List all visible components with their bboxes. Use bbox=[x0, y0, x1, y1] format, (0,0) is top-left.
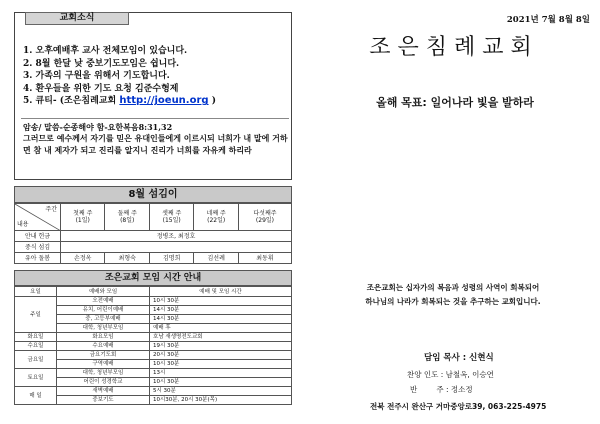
schedule-time: 5시 30분 bbox=[150, 387, 292, 396]
schedule-row bbox=[15, 342, 292, 351]
corner-week-label: 주간 bbox=[45, 206, 57, 213]
cafe-suffix: ) bbox=[208, 96, 216, 107]
schedule-table bbox=[14, 286, 292, 405]
mission-statement-line1: 조은교회는 십자가의 복음과 성령의 사역이 회복되어 bbox=[366, 283, 540, 292]
schedule-meeting: 어린이 성경학교 bbox=[57, 378, 150, 387]
schedule-time: 10시 30분 bbox=[150, 378, 292, 387]
schedule-time: 예배 후 bbox=[150, 324, 292, 333]
schedule-header-meeting: 예배와 모임 bbox=[57, 287, 150, 297]
week-header-5: 다섯째주 (29일) bbox=[238, 204, 291, 231]
schedule-time: 호남 새생명전도교회 bbox=[150, 333, 292, 342]
schedule-time: 10시 30분 bbox=[150, 297, 292, 306]
bulletin-date: 2021년 7월 8월 8일 bbox=[506, 15, 590, 25]
duty-header-row bbox=[15, 204, 292, 231]
verse-reference: 암송/ 말씀-순종해야 함-요한복음8:31,32 bbox=[23, 122, 173, 132]
church-name: 조은침례교회 bbox=[369, 35, 539, 60]
schedule-day: 주일 bbox=[15, 297, 57, 333]
accompanist-name: 반 주 : 정소정 bbox=[410, 385, 473, 394]
duty-cell: 손정옥 bbox=[61, 253, 105, 264]
schedule-meeting: 오전예배 bbox=[57, 297, 150, 306]
schedule-meeting: 대학, 청년부모임 bbox=[57, 324, 150, 333]
duty-table bbox=[14, 203, 292, 264]
duty-corner-cell bbox=[15, 204, 61, 231]
schedule-header-day: 요일 bbox=[15, 287, 57, 297]
schedule-time: 10시 30분 bbox=[150, 360, 292, 369]
church-news-box bbox=[14, 12, 292, 180]
schedule-time: 20시 30분 bbox=[150, 351, 292, 360]
schedule-header-time: 예배 및 모임 시간 bbox=[150, 287, 292, 297]
news-divider bbox=[21, 118, 289, 119]
yearly-motto: 올해 목표: 일어나라 빛을 발하라 bbox=[376, 96, 534, 109]
schedule-day: 매 일 bbox=[15, 387, 57, 405]
schedule-meeting: 새벽예배 bbox=[57, 387, 150, 396]
church-news-list bbox=[23, 45, 216, 108]
duty-cell: 김명희 bbox=[149, 253, 193, 264]
week-header-3: 셋째 주 (15일) bbox=[149, 204, 193, 231]
duty-row-label: 안내 헌금 bbox=[15, 231, 61, 242]
mission-statement-line2: 하나님의 나라가 회복되는 것을 추구하는 교회입니다. bbox=[365, 297, 541, 306]
duty-row-label: 중식 섬김 bbox=[15, 242, 61, 253]
news-item-cafe bbox=[23, 95, 216, 108]
corner-content-label: 내용 bbox=[17, 221, 29, 228]
schedule-row bbox=[15, 351, 292, 360]
pastor-name: 담임 목사 : 신현식 bbox=[424, 353, 494, 363]
news-item: 1. 오후예배후 교사 전체모임이 있습니다. bbox=[23, 46, 188, 56]
schedule-meeting: 중보기도 bbox=[57, 396, 150, 405]
week-header-2: 둘째 주 (8일) bbox=[105, 204, 149, 231]
schedule-row bbox=[15, 360, 292, 369]
duty-row-nursery bbox=[15, 253, 292, 264]
church-address: 전북 전주시 완산구 거마중앙로39, 063-225-4975 bbox=[370, 402, 547, 411]
duty-cell: 최동휘 bbox=[238, 253, 291, 264]
week-header-4: 네째 주 (22일) bbox=[194, 204, 238, 231]
schedule-day: 토요일 bbox=[15, 369, 57, 387]
duty-row-lunch bbox=[15, 242, 292, 253]
schedule-time: 14시 30분 bbox=[150, 306, 292, 315]
news-item: 4. 환우들을 위한 기도 요청 김준수형제 bbox=[23, 83, 179, 94]
verse-text: 그러므로 예수께서 자기를 믿은 유대인들에게 이르시되 너희가 내 말에 거하면 참 내 제자가 되고 진리를 알지니 진리가 너희를 자유케 하리라 bbox=[23, 133, 288, 155]
cafe-prefix: 5. 큐티- (조은침례교회 bbox=[23, 96, 120, 107]
schedule-table-title: 조은교회 모임 시간 안내 bbox=[14, 270, 292, 286]
schedule-time: 10시30분, 20시 30분(목) bbox=[150, 396, 292, 405]
schedule-row bbox=[15, 387, 292, 396]
schedule-row bbox=[15, 369, 292, 378]
schedule-meeting: 대학, 청년부모임 bbox=[57, 369, 150, 378]
schedule-header-row bbox=[15, 287, 292, 297]
duty-row-usher bbox=[15, 231, 292, 242]
schedule-time: 19시 30분 bbox=[150, 342, 292, 351]
schedule-row bbox=[15, 297, 292, 306]
duty-cell: 김선례 bbox=[194, 253, 238, 264]
news-item: 3. 가족의 구원을 위해서 기도합니다. bbox=[23, 71, 170, 82]
schedule-meeting: 중, 고등부예배 bbox=[57, 315, 150, 324]
schedule-meeting: 금요기도회 bbox=[57, 351, 150, 360]
schedule-meeting: 유치, 어린이예배 bbox=[57, 306, 150, 315]
duty-table-title: 8월 섬김이 bbox=[14, 186, 292, 203]
schedule-row bbox=[15, 306, 292, 315]
schedule-time: 13시 bbox=[150, 369, 292, 378]
duty-row-label: 유아 돌봄 bbox=[15, 253, 61, 264]
news-item: 2. 8월 한달 낮 중보기도모임은 쉽니다. bbox=[23, 58, 180, 69]
duty-cell: 최형숙 bbox=[105, 253, 149, 264]
schedule-row bbox=[15, 396, 292, 405]
schedule-day: 화요일 bbox=[15, 333, 57, 342]
schedule-meeting: 구역예배 bbox=[57, 360, 150, 369]
week-header-1: 첫째 주 (1일) bbox=[61, 204, 105, 231]
schedule-meeting: 화요모임 bbox=[57, 333, 150, 342]
schedule-row bbox=[15, 333, 292, 342]
church-website-link[interactable]: http://joeun.org bbox=[119, 95, 209, 107]
church-news-title: 교회소식 bbox=[25, 12, 129, 25]
duty-merged-cell: 정병조, 최정호 bbox=[61, 231, 292, 242]
schedule-row bbox=[15, 315, 292, 324]
duty-merged-cell bbox=[61, 242, 292, 253]
schedule-meeting: 수요예배 bbox=[57, 342, 150, 351]
schedule-row bbox=[15, 378, 292, 387]
schedule-row bbox=[15, 324, 292, 333]
worship-leader-names: 찬양 인도 : 남철옥, 이승연 bbox=[407, 370, 494, 379]
schedule-day: 수요일 bbox=[15, 342, 57, 351]
memory-verse bbox=[23, 122, 289, 156]
schedule-time: 14시 30분 bbox=[150, 315, 292, 324]
schedule-day: 금요일 bbox=[15, 351, 57, 369]
